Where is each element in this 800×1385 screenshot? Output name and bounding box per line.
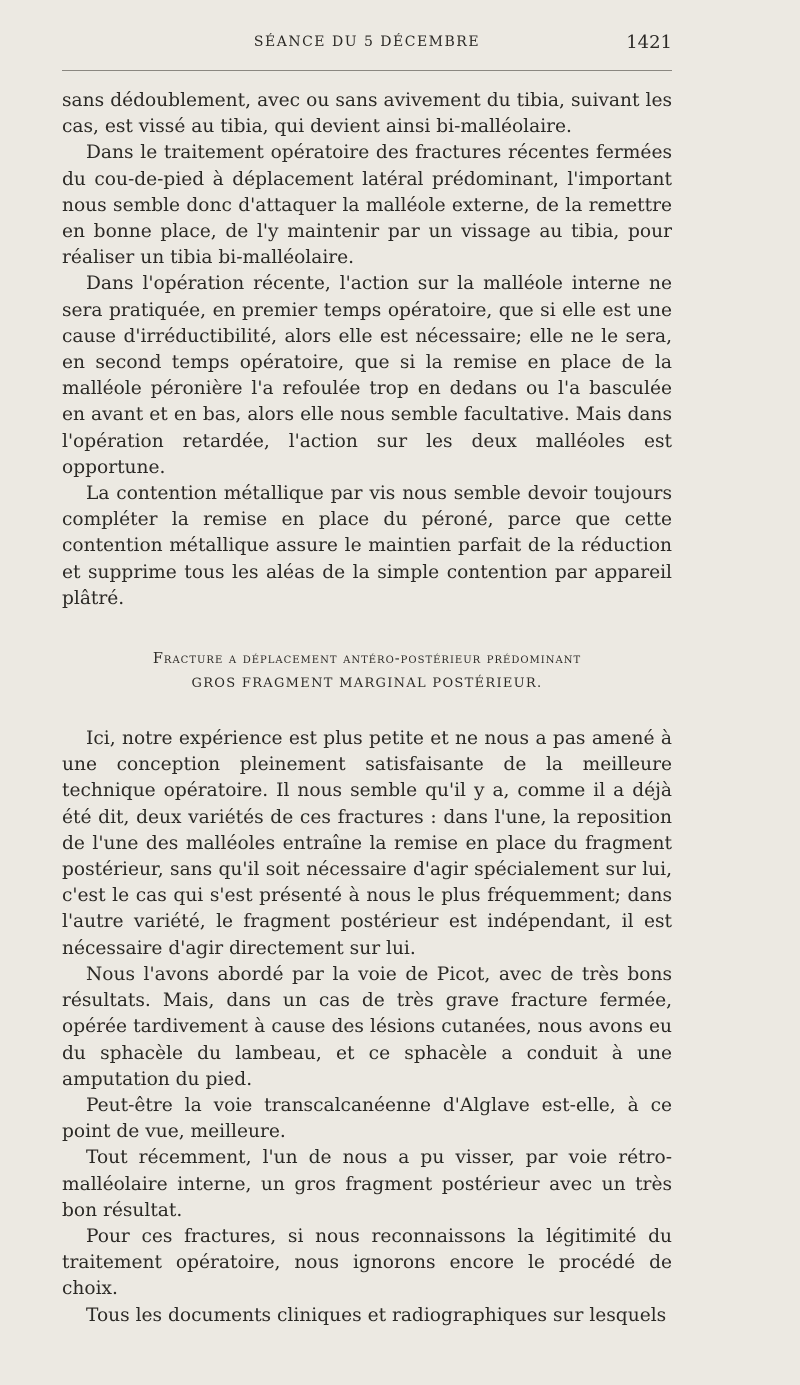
paragraph: Tout récemment, l'un de nous a pu visser, par voie rétro-malléolaire interne, un gros fragment postérieur avec un très bon résultat.: [62, 1147, 672, 1221]
paragraph: Tous les documents cliniques et radiographiques sur lesquels: [86, 1304, 667, 1326]
header-rule: [62, 70, 672, 71]
paragraph: Dans l'opération récente, l'action sur la malléole interne ne sera pratiquée, en premier temps opératoire, que si elle est une cause d'irréductibilité, alors elle est nécessaire; elle ne le sera, en second temps opératoire, que si la remise en place de la malléole péronière l'a refoulée trop en dedans ou l'a basculée en avant et en bas, alors elle nous semble facultative. Mais dans l'opération retardée, l'action sur les deux malléoles est opportune.: [62, 273, 672, 478]
section-subtitle: GROS FRAGMENT MARGINAL POSTÉRIEUR.: [191, 676, 543, 692]
paragraph-continuation: sans dédoublement, avec ou sans avivement du tibia, suivant les cas, est vissé au tibia, qui devient ainsi bi-malléolaire.: [62, 90, 672, 138]
paragraph: La contention métallique par vis nous semble devoir toujours compléter la remise en place du péroné, parce que cette contention métallique assure le maintien parfait de la réduction et supprime tous les aléas de la simple contention par appareil plâtré.: [62, 483, 672, 609]
body-text: [62, 88, 672, 1329]
paragraph: Ici, notre expérience est plus petite et ne nous a pas amené à une conception pleinement satisfaisante de la meilleure technique opératoire. Il nous semble qu'il y a, comme il a déjà été dit, deux variétés de ces fractures : dans l'une, la reposition de l'une des malléoles entraîne la remise en place du fragment postérieur, sans qu'il soit nécessaire d'agir spécialement sur lui, c'est le cas qui s'est présenté à nous le plus fréquemment; dans l'autre variété, le fragment postérieur est indépendant, il est nécessaire d'agir directement sur lui.: [62, 728, 672, 959]
paragraph: Pour ces fractures, si nous reconnaissons la légitimité du traitement opératoire, nous ignorons encore le procédé de choix.: [62, 1225, 672, 1300]
running-head: SÉANCE DU 5 DÉCEMBRE: [253, 34, 481, 50]
paragraph: Peut-être la voie transcalcanéenne d'Alglave est-elle, à ce point de vue, meilleure.: [62, 1094, 672, 1143]
page-header: [62, 32, 672, 56]
paragraph: Nous l'avons abordé par la voie de Picot, avec de très bons résultats. Mais, dans un cas de très grave fracture fermée, opérée tardivement à cause des lésions cutanées, nous avons eu du sphacèle du lambeau, et ce sphacèle a conduit à une amputation du pied.: [62, 963, 672, 1090]
page-number: 1421: [626, 32, 672, 53]
paragraph: Dans le traitement opératoire des fractures récentes fermées du cou-de-pied à déplacement latéral prédominant, l'important nous semble donc d'attaquer la malléole externe, de la remettre en bonne place, de l'y maintenir par un vissage au tibia, pour réaliser un tibia bi-malléolaire.: [62, 142, 672, 269]
section-title: Fracture a déplacement antéro-postérieur prédominant: [152, 651, 582, 668]
